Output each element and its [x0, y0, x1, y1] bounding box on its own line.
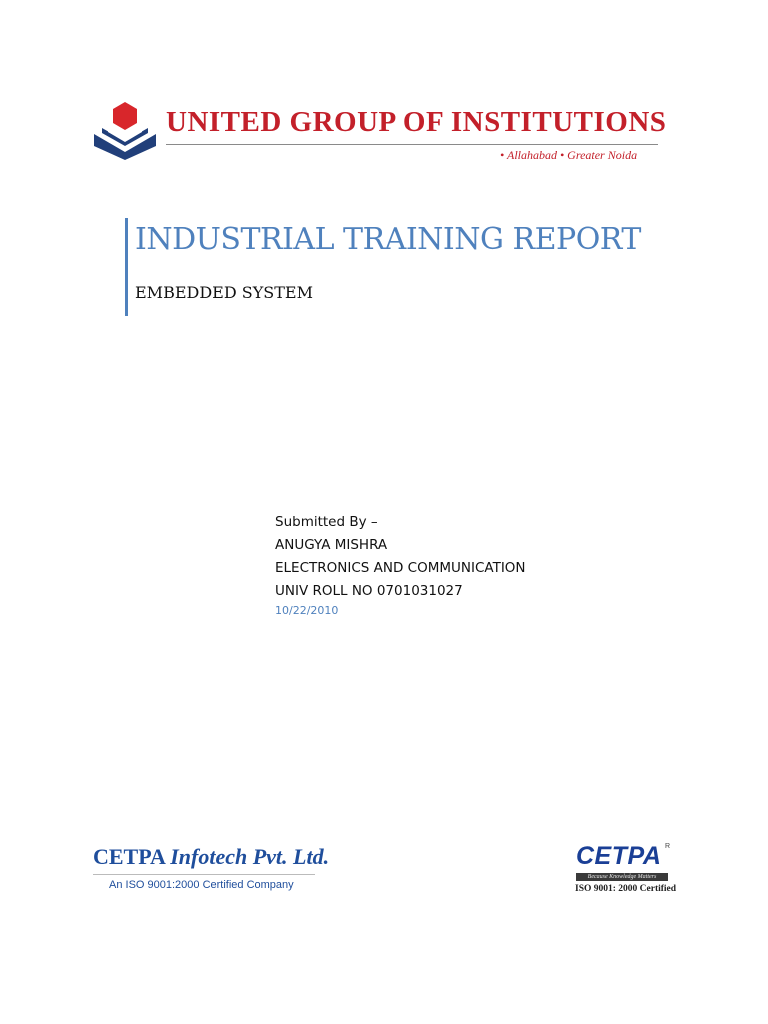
report-subtitle: EMBEDDED SYSTEM	[135, 283, 313, 302]
department: ELECTRONICS AND COMMUNICATION	[275, 560, 526, 576]
report-title: INDUSTRIAL TRAINING REPORT	[135, 222, 641, 257]
submission-details	[275, 511, 526, 619]
cetpa-certification: ISO 9001: 2000 Certified	[575, 884, 677, 894]
cetpa-brand-suffix: Infotech Pvt. Ltd.	[170, 844, 330, 869]
cetpa-tagline: An ISO 9001:2000 Certified Company	[109, 879, 294, 891]
roll-number: UNIV ROLL NO 0701031027	[275, 583, 463, 599]
cetpa-infotech-logo	[93, 844, 329, 870]
registered-mark: R	[665, 843, 671, 850]
hexagon-emblem-icon	[92, 100, 158, 160]
institution-locations: • Allahabad • Greater Noida	[500, 148, 638, 162]
submission-date: 10/22/2010	[275, 604, 339, 617]
student-name: ANUGYA MISHRA	[275, 537, 388, 553]
cetpa-wordmark: CETPA	[576, 842, 662, 870]
cetpa-motto: Because Knowledge Matters	[587, 874, 657, 880]
cetpa-brand: CETPA	[93, 844, 165, 869]
submitted-by-label: Submitted By –	[275, 514, 378, 530]
cetpa-motto-band	[576, 873, 668, 881]
cetpa-logo-divider	[93, 874, 315, 875]
header-divider	[166, 144, 658, 145]
institution-name: UNITED GROUP OF INSTITUTIONS	[166, 106, 667, 138]
title-accent-bar	[125, 218, 128, 316]
